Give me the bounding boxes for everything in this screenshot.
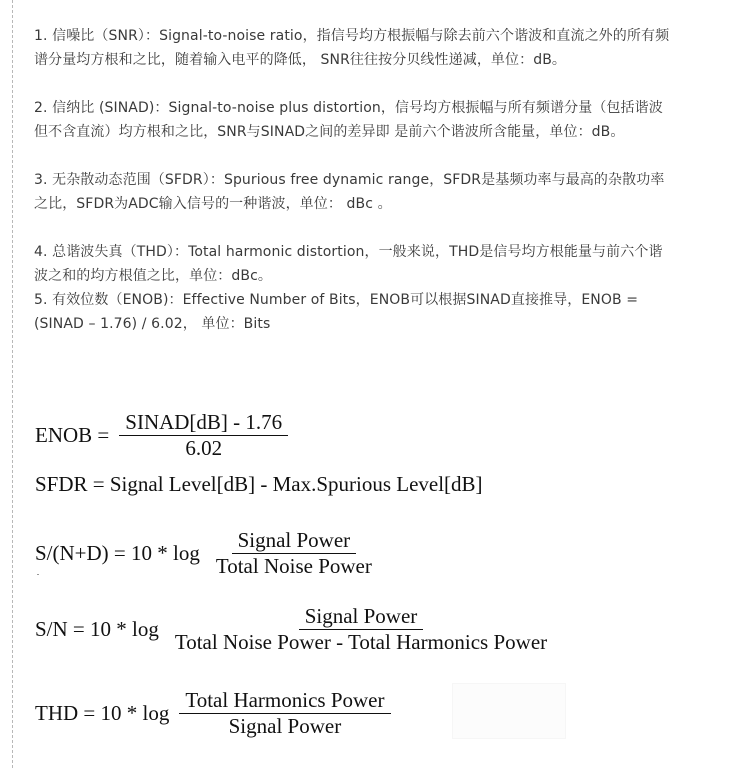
denominator: 6.02: [185, 436, 223, 460]
fraction: [179, 688, 390, 738]
paragraph-snr: 1. 信噪比（SNR）：Signal-to-noise ratio，指信号均方根振幅与除去前六个谐波和直流之外的所有频谱分量均方根和之比，随着输入电平的降低， SNR往往按分贝线性递减，单位：dB。: [34, 28, 670, 68]
paragraph-sinad: 2. 信纳比 (SINAD)：Signal-to-noise plus distortion，信号均方根振幅与所有频谱分量（包括谐波但不含直流）均方根和之比，SNR与SINAD之间的差异即 是前六个谐波所含能量，单位：dB。: [34, 100, 663, 140]
paragraph-thd: 4. 总谐波失真（THD）：Total harmonic distortion，一般来说，THD是信号均方根能量与前六个谐波之和的均方根值之比，单位：dBc。: [34, 244, 663, 284]
denominator: Total Noise Power - Total Harmonics Power: [174, 630, 548, 654]
faint-background-box: [452, 683, 566, 739]
formula-enob: [35, 410, 288, 460]
left-dashed-border: [12, 0, 13, 768]
paragraph-enob: 5. 有效位数（ENOB)：Effective Number of Bits，ENOB可以根据SINAD直接推导，ENOB = (SINAD – 1.76) / 6.02， 单位：Bits: [34, 292, 639, 332]
numerator: Total Harmonics Power: [179, 688, 390, 714]
fraction: [210, 528, 378, 578]
numerator: SINAD[dB] - 1.76: [119, 410, 288, 436]
denominator: Total Noise Power: [215, 554, 372, 578]
fraction: [169, 604, 553, 654]
formula-thd: [35, 688, 391, 738]
formula-sfdr: SFDR = Signal Level[dB] - Max.Spurious Level[dB]: [35, 472, 483, 496]
paragraph-sfdr: 3. 无杂散动态范围（SFDR）：Spurious free dynamic range，SFDR是基频功率与最高的杂散功率之比，SFDR为ADC输入信号的一种谐波，单位： dBc 。: [34, 172, 665, 212]
definitions-text: [34, 24, 674, 336]
formula-enob-lhs: ENOB =: [35, 422, 110, 447]
formula-sn-lhs: S/N = 10 * log: [35, 616, 159, 641]
numerator: Signal Power: [232, 528, 357, 554]
numerator: Signal Power: [299, 604, 424, 630]
formula-thd-lhs: THD = 10 * log: [35, 700, 170, 725]
formula-s-n-plus-d: [35, 528, 378, 578]
stray-mark: [37, 574, 39, 575]
formula-s-n: [35, 604, 553, 654]
fraction: [119, 410, 288, 460]
formula-snd-lhs: S/(N+D) = 10 * log: [35, 540, 200, 565]
denominator: Signal Power: [228, 714, 342, 738]
